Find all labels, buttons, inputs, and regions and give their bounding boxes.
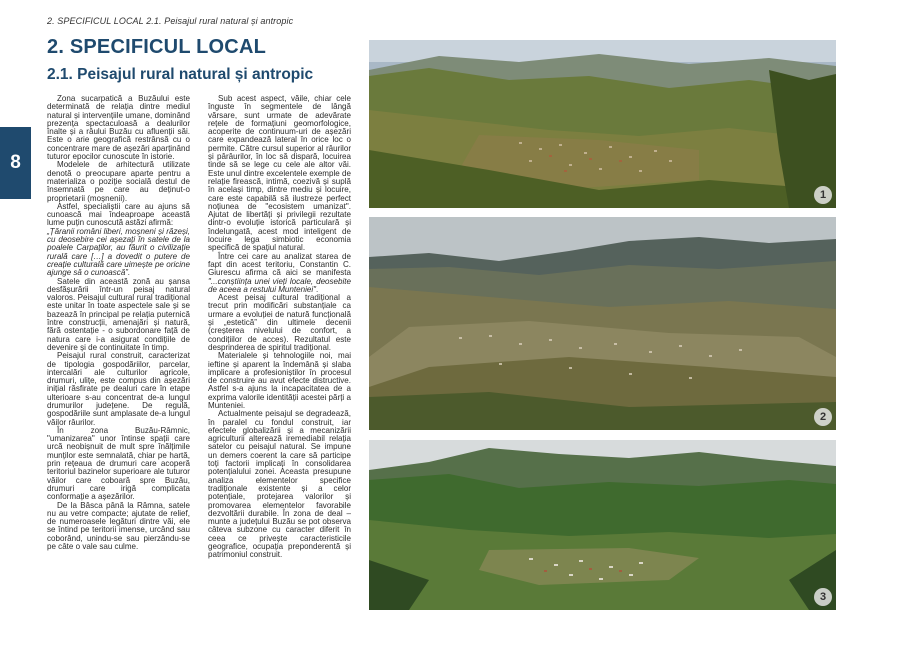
paragraph: În zona Buzău-Râmnic, "umanizarea" unor întinse spații care urcă neobișnuit de mult spre înălțimile munților este semnalată, chiar pe hartă, prin rețeaua de drumuri care acoperă teritoriul bazinelor superioare ale tuturor văilor care coboară spre Buzău, drumuri care irigă complicata conformație a așezărilor. [47, 425, 190, 502]
paragraph: Actualmente peisajul se degradează, în paralel cu fondul construit, iar efectele globalizării și a mecanizării agriculturii alterează iremediabil relația satelor cu peisajul natural. Se impune un demers coerent la care să participe toți factorii implicați în consolidarea potențialului zonei. Aceasta presupune analiza elementelor specifice tradiționale existente și a celor potențiale, protejarea valorilor și promovarea elementelor favorabile dezvoltării durabile. În zona de deal – munte a județului Buzău se pot observa câteva subzone cu caracter diferit în ceea ce privește caracteristicile geografice, ocupația preponderentă și patrimoniul construit. [208, 409, 351, 560]
running-head: 2. SPECIFICUL LOCAL 2.1. Peisajul rural natural și antropic [47, 16, 294, 26]
landscape-photo-3-image [369, 440, 836, 610]
paragraph: Acest peisaj cultural tradițional a trecut prin modificări substanțiale ca urmare a evoluției de natură funcțională și „estetică” din ultimele decenii (creșterea nivelului de confort, a condițiilor de acces). Rezultatul este desprinderea de spiritul tradițional. [208, 293, 351, 352]
paragraph-with-quote [208, 253, 351, 294]
quote-paragraph: „Țăranii români liberi, moșneni și răzeși, cu deosebire cei așezați în satele de la poalele Carpaților, au făurit o civilizație rurală care […] a dovedit o putere de creație culturală care uimește pe oricine ajunge să o cunoască”. [47, 226, 190, 278]
paragraph: Astfel, specialiștii care au ajuns să cunoască mai îndeaproape această lume puțin cunoscută astăzi afirmă: [47, 201, 190, 228]
landscape-photo-2-image [369, 217, 836, 430]
photo-number-badge: 3 [814, 588, 832, 606]
landscape-photo-2 [369, 217, 836, 430]
paragraph-end: . [315, 284, 319, 294]
page-number: 8 [10, 152, 21, 173]
photo-number-badge: 2 [814, 408, 832, 426]
paragraph: Modelele de arhitectură utilizate denotă o preocupare aparte pentru a materializa o poziție socială destul de însemnată pe care au deținut-o proprietarii (moșnenii). [47, 160, 190, 203]
paragraph: Peisajul rural construit, caracterizat de tipologia gospodăriilor, parcelar, intercalări ale culturilor agricole, drumuri, ulițe, este compus din așezări inițial răsfirate pe dealuri care în etape ulterioare s-au concentrat de-a lungul drumurilor județene. De regulă, gospodăriile sunt amplasate de-a lungul văilor râurilor. [47, 351, 190, 427]
paragraph: De la Bâsca până la Râmna, satele nu au vetre compacte; ajutate de relief, de numeroasele legături dintre văi, ele se întind pe teritorii imense, urcând sau coborând, unindu-se sau pierzându-se pe câte o vale sau culme. [47, 500, 190, 552]
text-column-left [47, 95, 190, 551]
photo-number-badge: 1 [814, 186, 832, 204]
paragraph: Zona sucarpatică a Buzăului este determinată de relația dintre mediul natural și intervențiile umane, dominând prezența spectaculoasă a dealurilor înalte și a râului Buzău cu afluenții săi. Este o arie geografică restrânsă cu o concentrare mare de așezări aparținând tuturor epocilor cunoscute în istorie. [47, 94, 190, 162]
landscape-photo-1-image [369, 40, 836, 208]
paragraph-text: Între cei care au analizat starea de fapt din acest teritoriu, Constantin C. Giurescu afirma că aici se manifesta [208, 251, 351, 278]
text-column-right [208, 95, 351, 560]
paragraph: Sub acest aspect, văile, chiar cele înguste în segmentele de lângă vărsare, sunt urmate de adevărate rețele de formațiuni geomorfologice, acoperite de continuum-uri de așezări care expandează lateral în orice loc o permite. Către cursul superior al râurilor și pârâurilor, în loc să dispară, locuirea tinde să se lege cu cele ale altor văi. Este unul dintre excelentele exemple de relație firească, intimă, coezivă și suplă în același timp, dintre mediu și locuire, care este capabilă să ilustreze perfect noțiunea de "ecosistem umanizat". Ajutat de libertăți și privilegii rezultate dintr-o evoluție istorică particulară și îndelungată, acest mod inteligent de locuire lega simbiotic economia specifică de spațiul natural. [208, 94, 351, 253]
chapter-title: 2. SPECIFICUL LOCAL [47, 36, 267, 58]
page-number-tab [0, 127, 31, 199]
paragraph: Satele din această zonă au șansa desfășurării într-un peisaj natural valoros. Peisajul cultural rural tradițional este unitar în toate aspectele sale și se bazează în principal pe relația puternică între construcții, amenajări și natură, fără ostentație - o subordonare față de natura care i-a asigurat condițiile de devenire și de continuitate în timp. [47, 276, 190, 352]
landscape-photo-3 [369, 440, 836, 610]
landscape-photo-1 [369, 40, 836, 208]
section-title: 2.1. Peisajul rural natural și antropic [47, 66, 314, 83]
giurescu-quote: "...conștiința unei vieți locale, deosebite de aceea a restului Munteniei" [208, 276, 351, 294]
paragraph: Materialele și tehnologiile noi, mai ieftine și aparent la îndemână și slaba implicare a profesioniștilor în procesul de construire au avut efecte distructive. Astfel s-a ajuns la incapacitatea de a exprima valorile identității acestei părți a Munteniei. [208, 351, 351, 410]
